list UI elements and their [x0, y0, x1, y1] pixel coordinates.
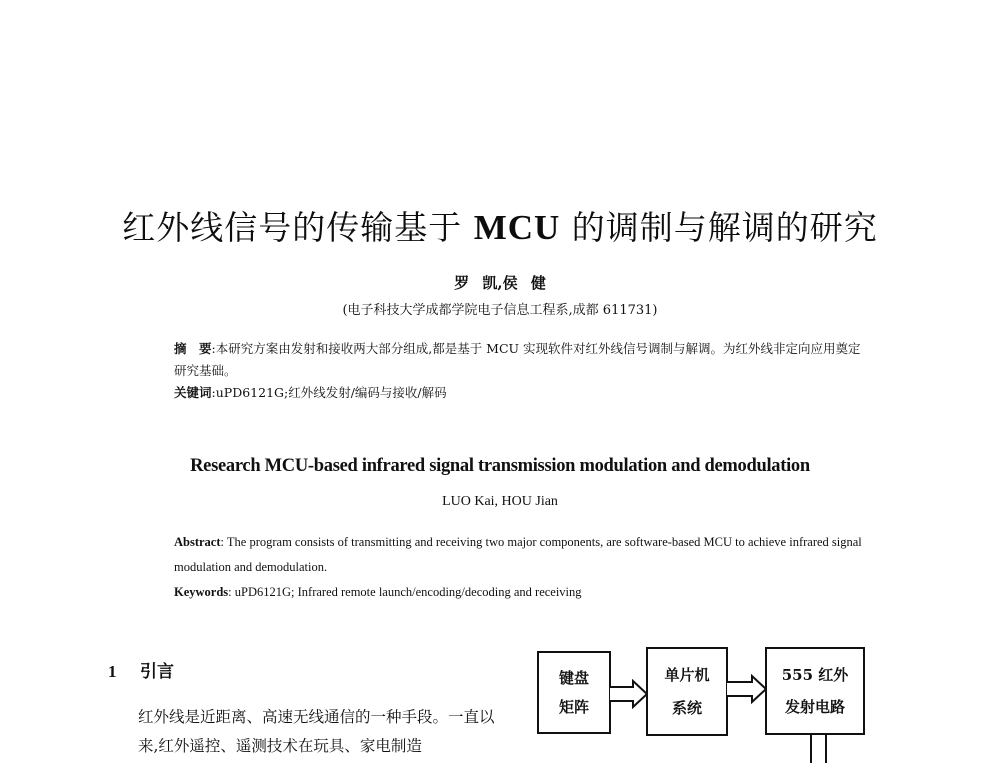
section-number: 1	[108, 662, 117, 681]
section-title: 引言	[140, 662, 174, 682]
block-label-line2: 矩阵	[558, 698, 589, 717]
abstract-cn-text: :本研究方案由发射和接收两大部分组成,都是基于 MCU 实现软件对红外线信号调制与解调。为红外线非定向应用奠定研究基础。	[174, 341, 861, 378]
section-heading	[108, 660, 174, 684]
body-paragraph	[108, 703, 508, 761]
block-label-line1: 555 红外	[781, 666, 849, 684]
authors-en: LUO Kai, HOU Jian	[442, 494, 558, 509]
block-label-line2: 系统	[671, 698, 702, 717]
title-cn-suffix: 的调制与解调的研究	[560, 208, 878, 247]
paper-title-en: Research MCU-based infrared signal transmission modulation and demodulation	[190, 456, 810, 476]
keywords-cn	[144, 382, 864, 404]
keywords-en	[144, 580, 864, 605]
block-label-line2: 发射电路	[784, 698, 845, 716]
intro-paragraph: 红外线是近距离、高速无线通信的一种手段。一直以来,红外遥控、遥测技术在玩具、家电制造	[138, 708, 495, 755]
arrow-right-icon	[609, 679, 649, 709]
abstract-cn	[144, 338, 864, 382]
title-cn-mcu: MCU	[473, 208, 561, 247]
block-label-line1: 单片机	[664, 666, 710, 685]
keywords-cn-label: 关键词	[174, 385, 212, 400]
block-555-ir-transmitter	[765, 647, 865, 735]
title-cn-prefix: 红外线信号的传输基于	[122, 208, 474, 247]
block-mcu-system	[646, 647, 728, 736]
abstract-cn-block	[144, 338, 864, 404]
arrow-down-icon	[808, 733, 830, 763]
authors-cn: 罗 凯,侯 健	[454, 274, 546, 292]
abstract-en-text: : The program consists of transmitting and receiving two major components, are software-based MCU to achieve infrared signal modulation and demodulation.	[174, 535, 862, 574]
abstract-en	[144, 530, 864, 580]
arrow-right-icon	[726, 674, 768, 704]
keywords-en-text: : uPD6121G; Infrared remote launch/encoding/decoding and receiving	[228, 585, 582, 599]
abstract-cn-label: 摘 要	[174, 341, 212, 356]
affiliation-cn: (电子科技大学成都学院电子信息工程系,成都 611731)	[342, 303, 658, 318]
paper-title-cn	[0, 206, 1000, 250]
block-keyboard-matrix	[537, 651, 611, 734]
block-label-line1: 键盘	[558, 668, 589, 687]
abstract-en-label: Abstract	[174, 535, 221, 549]
abstract-en-block	[144, 530, 864, 605]
keywords-en-label: Keywords	[174, 585, 229, 599]
keywords-cn-text: :uPD6121G;红外线发射/编码与接收/解码	[211, 385, 447, 400]
